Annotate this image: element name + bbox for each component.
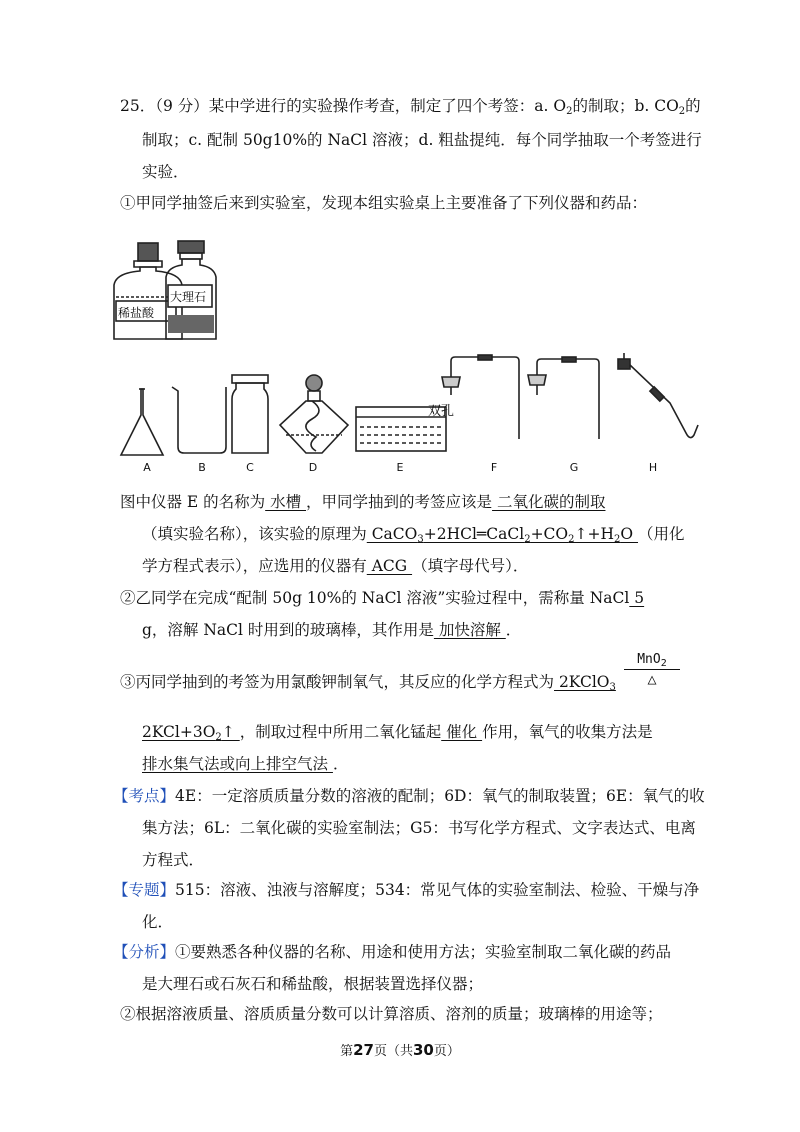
instrument-f-two-hole-stopper: [442, 355, 519, 439]
instrument-c-wide-bottle: [232, 375, 268, 453]
note-kaodian-2: 集方法；6L：二氧化碳的实验室制法；G5：书写化学方程式、文字表达式、电离: [142, 819, 696, 837]
apparatus-figure: [110, 235, 700, 475]
instrument-label-c: C: [246, 461, 254, 474]
answer-part-1-line-1: 图中仪器 E 的名称为 水槽 ，甲同学抽到的考签应该是 二氧化碳的制取: [120, 493, 606, 511]
note-fenxi-3: ②根据溶液质量、溶质质量分数可以计算溶质、溶剂的质量；玻璃棒的用途等；: [120, 1005, 663, 1023]
note-zhuanti-1: 【专题】515：溶液、浊液与溶解度；534：常见气体的实验室制法、检验、干燥与净: [113, 881, 700, 899]
note-kaodian-3: 方程式．: [142, 851, 205, 869]
question-line-3: 实验．: [142, 163, 189, 181]
reaction-condition: MnO$_2$ △: [624, 652, 680, 688]
note-fenxi-1: 【分析】①要熟悉各种仪器的名称、用途和使用方法；实验室制取二氧化碳的药品: [113, 943, 672, 961]
instrument-label-d: D: [308, 461, 318, 474]
answer-part-3-line-1: ③丙同学抽到的考签为用氯酸钾制氧气，其反应的化学方程式为 2KClO$_3$: [120, 673, 616, 693]
instrument-label-h: H: [648, 461, 658, 474]
instrument-h-delivery-tube: [618, 353, 698, 438]
answer-part-2-line-2: g，溶解 NaCl 时用到的玻璃棒，其作用是 加快溶解 ．: [142, 621, 522, 639]
reagent-label-hcl: 稀盐酸: [118, 306, 155, 320]
answer-part-1-line-2: （填实验名称），该实验的原理为 $CaCO_3+2HCl═CaCl_2+CO_2↑+H_2O$ （用化: [142, 525, 685, 545]
page-footer: 第27页（共30页）: [340, 1041, 460, 1059]
note-zhuanti-2: 化．: [142, 913, 174, 931]
instrument-label-a: A: [143, 461, 151, 474]
answer-part-3-line-2: $2KCl+3O_2↑$ ，制取过程中所用二氧化锰起 催化 作用，氧气的收集方法是: [142, 723, 653, 743]
instrument-label-b: B: [198, 461, 206, 474]
reagent-label-marble: 大理石: [170, 290, 207, 304]
question-line-2: 制取；c. 配制 50g10%的 NaCl 溶液；d. 粗盐提纯．每个同学抽取一个考签进行: [142, 131, 702, 149]
answer-part-3-line-3: 排水集气法或向上排空气法 ．: [142, 755, 349, 773]
double-hole-label: 双孔: [428, 404, 455, 419]
answer-part-1-line-3: 学方程式表示），应选用的仪器有 ACG （填字母代号）．: [142, 557, 529, 575]
instrument-label-g: G: [569, 461, 579, 474]
instrument-g-stopper-tube: [528, 357, 599, 439]
instrument-b-beaker: [172, 387, 226, 453]
instrument-label-e: E: [396, 461, 404, 474]
instrument-label-f: F: [490, 461, 498, 474]
question-line-1: 25．（9 分）某中学进行的实验操作考查，制定了四个考签：a. $O_2$的制取；b. $CO_2$的: [120, 97, 701, 117]
note-kaodian-1: 【考点】4E：一定溶质质量分数的溶液的配制；6D：氧气的制取装置；6E：氧气的收: [113, 787, 705, 805]
question-part-1: ①甲同学抽签后来到实验室，发现本组实验桌上主要准备了下列仪器和药品：: [120, 194, 648, 212]
instrument-d-alcohol-lamp: [280, 375, 348, 453]
answer-part-2-line-1: ②乙同学在完成“配制 50g 10%的 NaCl 溶液”实验过程中，需称量 NaCl 5: [120, 589, 645, 607]
note-fenxi-2: 是大理石或石灰石和稀盐酸，根据装置选择仪器；: [142, 975, 484, 993]
instrument-a-conical-flask: [121, 389, 163, 455]
